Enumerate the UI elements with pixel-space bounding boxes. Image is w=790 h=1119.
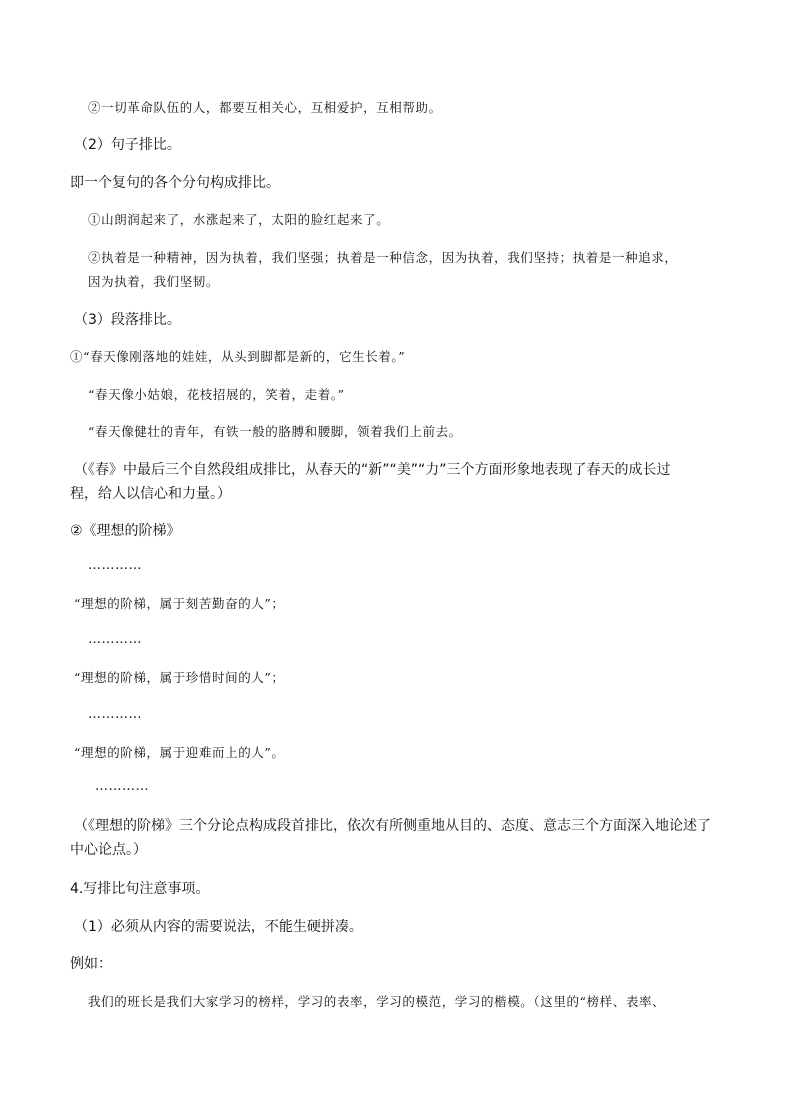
example-line: “理想的阶梯，属于刻苦勤奋的人”； [74, 596, 285, 611]
ellipsis-line: ………… [88, 558, 142, 573]
example-line: “春天像小姑娘，花枝招展的，笑着，走着。” [88, 387, 345, 402]
example-line: “理想的阶梯，属于迎难而上的人”。 [74, 745, 285, 760]
explanation-text: 程，给人以信心和力量。） [70, 486, 231, 502]
ellipsis-line: ………… [88, 707, 142, 722]
explanation-text: （《理想的阶梯》三个分论点构成段首排比，依次有所侧重地从目的、态度、意志三个方面深入地论述了 [74, 818, 711, 834]
section-heading: （1）必须从内容的需要说法，不能生硬拼凑。 [74, 919, 363, 935]
ellipsis-line: ………… [88, 632, 142, 647]
explanation-text: （《春》中最后三个自然段组成排比，从春天的“新”“美”“力”三个方面形象地表现了春天的成长过 [74, 462, 671, 478]
section-heading: （2）句子排比。 [74, 137, 181, 153]
example-line: ②一切革命队伍的人，都要互相关心，互相爱护，互相帮助。 [88, 100, 442, 115]
example-line: ②执着是一种精神，因为执着，我们坚强；执着是一种信念，因为执着，我们坚持；执着是一种追求， [88, 250, 678, 265]
body-text: 例如： [70, 956, 112, 972]
body-text: 即一个复句的各个分句构成排比。 [70, 175, 280, 191]
example-line: “理想的阶梯，属于珍惜时间的人”； [74, 670, 285, 685]
example-title: ②《理想的阶梯》 [70, 523, 181, 539]
example-line: ①“春天像刚落地的娃娃，从头到脚都是新的，它生长着。” [70, 349, 406, 364]
example-line: “春天像健壮的青年，有铁一般的胳膊和腰脚，领着我们上前去。 [88, 424, 462, 439]
example-line: ①山朗润起来了，水涨起来了，太阳的脸红起来了。 [88, 212, 390, 227]
ellipsis-line: ………… [95, 779, 149, 794]
section-heading: （3）段落排比。 [74, 312, 181, 328]
explanation-text: 中心论点。） [70, 842, 147, 858]
example-line: 因为执着，我们坚韧。 [88, 274, 220, 289]
numbered-heading: 4.写排比句注意事项。 [70, 881, 210, 897]
example-line: 我们的班长是我们大家学习的榜样，学习的表率，学习的模范，学习的楷模。（这里的“榜样、表率、 [88, 994, 666, 1009]
